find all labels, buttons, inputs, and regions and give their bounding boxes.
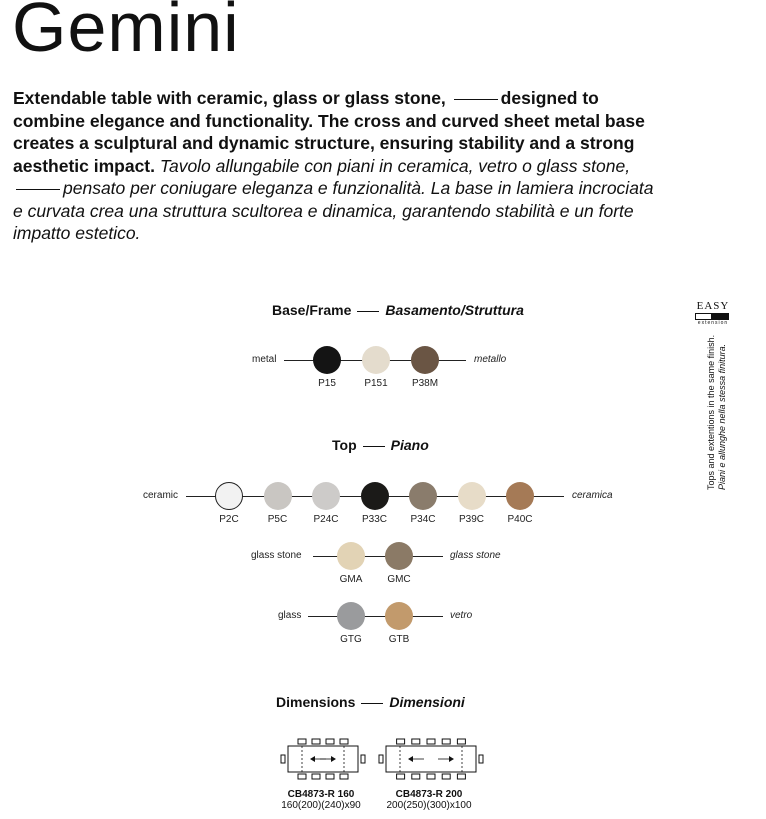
side-note	[706, 335, 728, 490]
chair	[397, 774, 405, 779]
dimensions-title-it: Dimensioni	[389, 694, 465, 710]
glass-label-en: glass	[278, 610, 302, 621]
intro-text	[13, 87, 663, 245]
chair	[412, 774, 420, 779]
dash-divider	[454, 99, 498, 100]
base-section-title	[272, 302, 524, 318]
glass-stone-label-en: glass stone	[251, 550, 302, 561]
dimensions-section-title	[276, 694, 465, 710]
ceramic-label-en: ceramic	[143, 490, 179, 501]
chair	[326, 739, 334, 744]
swatch-code-p34c: P34C	[410, 514, 436, 525]
chair	[312, 774, 320, 779]
side-note-en: Tops and extentions in the same finish.	[706, 334, 716, 490]
easy-logo-sub: extension	[697, 320, 729, 326]
chair	[442, 739, 450, 744]
chair	[379, 755, 383, 763]
chair	[442, 774, 450, 779]
chair	[298, 774, 306, 779]
swatch-p5c	[264, 482, 292, 510]
top-title-en: Top	[332, 437, 357, 453]
swatch-p38m	[411, 346, 439, 374]
swatch-p15	[313, 346, 341, 374]
chair	[457, 774, 465, 779]
dash-divider	[16, 189, 60, 190]
swatch-p151	[362, 346, 390, 374]
chair	[427, 774, 435, 779]
chair	[312, 739, 320, 744]
table-top	[288, 746, 358, 772]
swatch-code-p5c: P5C	[267, 514, 288, 525]
swatch-code-p15: P15	[318, 378, 336, 389]
chair	[457, 739, 465, 744]
swatch-code-gtb: GTB	[388, 634, 410, 645]
chair	[340, 774, 348, 779]
top-section-title	[332, 437, 429, 453]
swatch-code-p40c: P40C	[507, 514, 533, 525]
swatch-p39c	[458, 482, 486, 510]
dimension-name-200: CB4873-R 200	[395, 789, 463, 800]
intro-it-part2: pensato per coniugare eleganza e funzionalità. La base in lamiera incrociata e curvata crea una struttura scultorea e dinamica, garantendo stabilità e un forte impatto estetico.	[13, 178, 654, 243]
swatch-p24c	[312, 482, 340, 510]
glass-stone-label-it: glass stone	[450, 550, 501, 561]
base-title-it: Basamento/Struttura	[385, 302, 524, 318]
intro-en-part1: Extendable table with ceramic, glass or glass stone,	[13, 88, 446, 108]
arrow-left-icon	[310, 756, 315, 762]
chair	[281, 755, 285, 763]
table-top	[386, 746, 476, 772]
dimension-name-160: CB4873-R 160	[287, 789, 355, 800]
swatch-code-p39c: P39C	[458, 514, 484, 525]
page-title: Gemini	[12, 0, 240, 66]
swatch-code-p33c: P33C	[361, 514, 387, 525]
swatch-code-gmc: GMC	[387, 574, 411, 585]
chair	[397, 739, 405, 744]
swatch-p34c	[409, 482, 437, 510]
chair	[412, 739, 420, 744]
easy-logo-word: EASY	[696, 300, 730, 312]
glass-stone-row-line	[313, 556, 443, 557]
swatch-gmc	[385, 542, 413, 570]
intro-en-part2: designed to combine elegance and functionality. The cross and curved sheet metal base creates a sculptural and dynamic structure, ensuring stability and a strong aesthetic impact.	[13, 88, 645, 176]
top-title-it: Piano	[390, 437, 429, 453]
swatch-code-gma: GMA	[339, 574, 363, 585]
base-label-en: metal	[252, 354, 277, 365]
swatch-gtg	[337, 602, 365, 630]
swatch-code-p38m: P38M	[411, 378, 439, 389]
swatch-p40c	[506, 482, 534, 510]
chair	[427, 739, 435, 744]
title-dash	[363, 446, 385, 447]
arrow-right-icon	[331, 756, 336, 762]
dimension-size-160: 160(200)(240)x90	[281, 800, 361, 811]
dimensions-title-en: Dimensions	[276, 694, 356, 710]
table-diagram-160	[281, 739, 365, 779]
chair	[298, 739, 306, 744]
swatch-code-p151: P151	[364, 378, 388, 389]
easy-logo-bar	[695, 313, 729, 320]
dimension-size-200: 200(250)(300)x100	[386, 800, 472, 811]
title-dash	[361, 703, 383, 704]
glass-row-line	[308, 616, 443, 617]
table-diagram-200	[379, 739, 483, 779]
chair	[479, 755, 483, 763]
base-label-it: metallo	[474, 354, 507, 365]
swatch-code-p2c: P2C	[219, 514, 239, 525]
swatch-gma	[337, 542, 365, 570]
easy-extension-logo	[695, 301, 731, 326]
arrow-right-icon	[449, 756, 454, 762]
chair	[340, 739, 348, 744]
swatch-code-p24c: P24C	[313, 514, 339, 525]
glass-label-it: vetro	[450, 610, 473, 621]
chair	[361, 755, 365, 763]
swatch-p2c	[215, 482, 243, 510]
side-note-it: Piani e allunghe nella stessa finitura.	[717, 343, 727, 490]
ceramic-label-it: ceramica	[572, 490, 613, 501]
chair	[326, 774, 334, 779]
swatch-p33c	[361, 482, 389, 510]
swatch-gtb	[385, 602, 413, 630]
arrow-left-icon	[408, 756, 413, 762]
swatch-code-gtg: GTG	[340, 634, 362, 645]
intro-it-part1: Tavolo allungabile con piani in ceramica, vetro o glass stone,	[159, 155, 631, 176]
base-title-en: Base/Frame	[272, 302, 352, 318]
title-dash	[357, 311, 379, 312]
